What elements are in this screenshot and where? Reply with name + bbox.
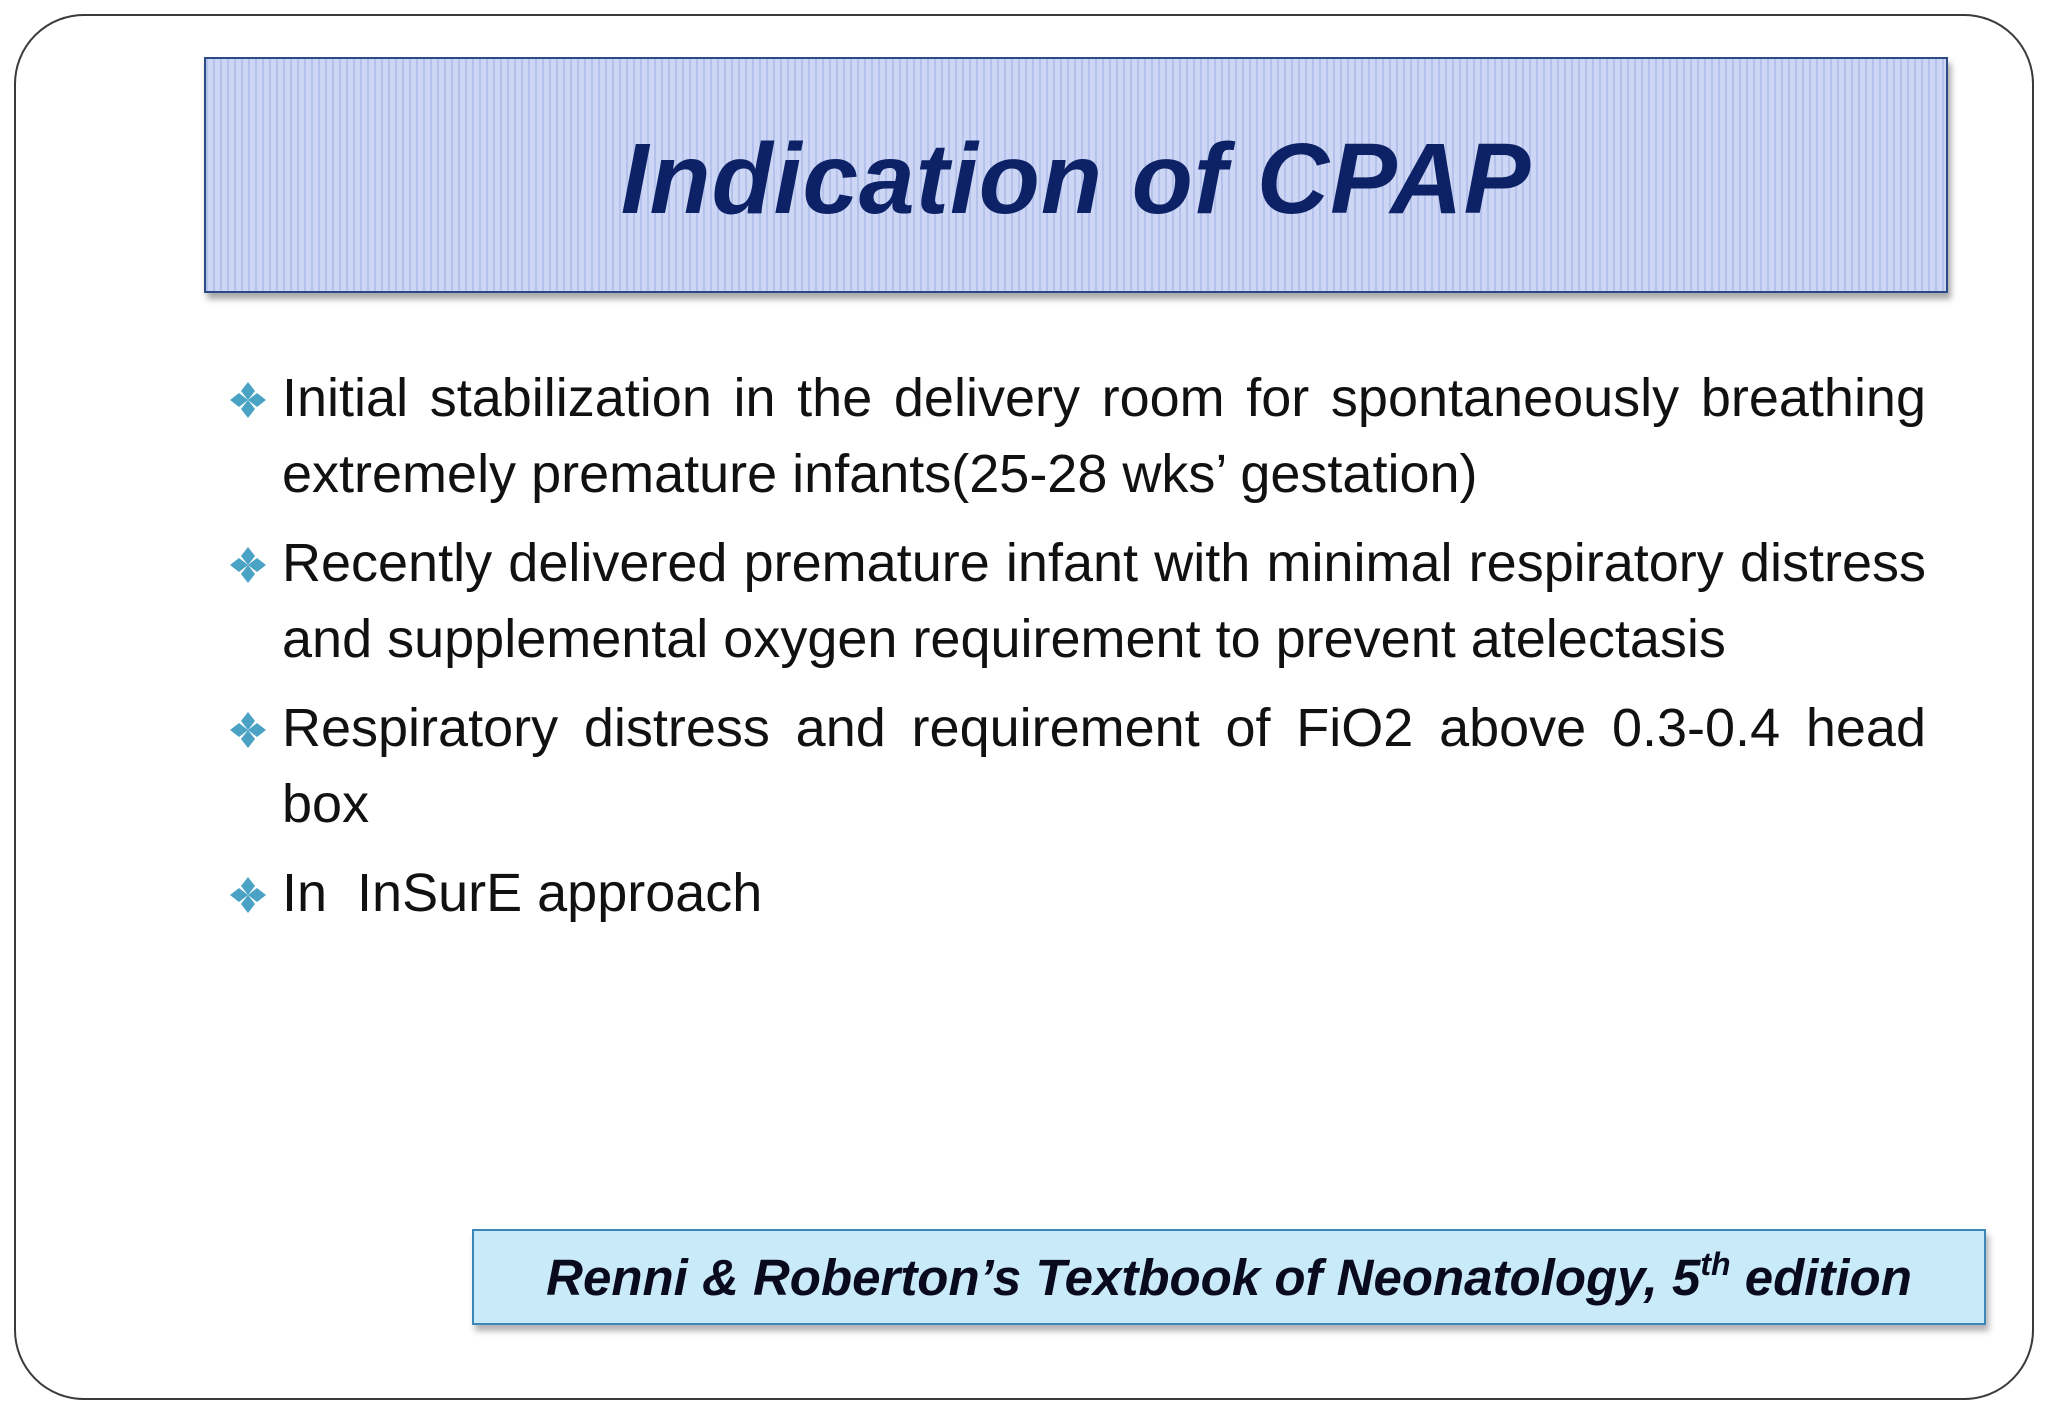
diamond-bullet-icon	[228, 710, 268, 750]
title-banner	[204, 57, 1948, 293]
bullet-item	[226, 360, 1926, 512]
bullet-item	[226, 855, 1926, 931]
bullet-text: Recently delivered premature infant with minimal respiratory distress and supplemental oxygen requirement to prevent atelectasis	[282, 533, 1926, 669]
bullet-text: In InSurE approach	[282, 863, 763, 923]
diamond-bullet-icon	[228, 380, 268, 420]
diamond-bullet-icon	[228, 545, 268, 585]
source-citation-box	[472, 1229, 1986, 1325]
bullet-item	[226, 525, 1926, 677]
slide-title: Indication of CPAP	[620, 122, 1532, 235]
bullet-text: Initial stabilization in the delivery room for spontaneously breathing extremely premature infants(25-28 wks’ gestation)	[282, 368, 1926, 504]
bullet-text: Respiratory distress and requirement of FiO2 above 0.3-0.4 head box	[282, 698, 1926, 834]
bullet-item	[226, 690, 1926, 842]
source-citation	[546, 1245, 1912, 1307]
bullet-list	[226, 360, 1926, 944]
diamond-bullet-icon	[228, 875, 268, 915]
edition-superscript: th	[1700, 1245, 1731, 1282]
source-suffix: edition	[1730, 1248, 1912, 1306]
source-title: Renni & Roberton’s Textbook of Neonatology, 5	[546, 1248, 1701, 1306]
